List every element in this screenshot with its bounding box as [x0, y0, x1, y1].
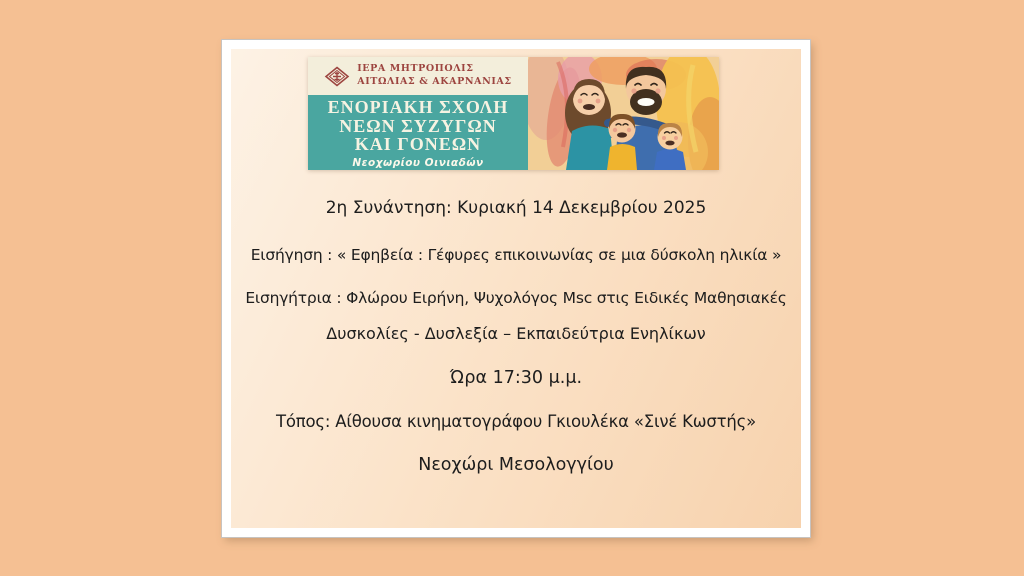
metropolis-band — [308, 57, 528, 95]
family-watercolor-icon — [528, 57, 719, 170]
family-illustration — [528, 57, 719, 170]
speaker-line-1: Εισηγήτρια : Φλώρου Ειρήνη, Ψυχολόγος Msc στις Ειδικές Μαθησιακές — [245, 289, 787, 307]
metropolis-line1: ΙΕΡΑ ΜΗΤΡΟΠΟΛΙΣ — [357, 63, 474, 75]
speaker-line-2: Δυσκολίες - Δυσλεξία – Εκπαιδεύτρια Ενηλίκων — [326, 324, 706, 343]
school-band — [308, 95, 528, 170]
metropolis-emblem-icon — [324, 66, 350, 87]
meeting-date-line: 2η Συνάντηση: Κυριακή 14 Δεκεμβρίου 2025 — [325, 198, 707, 218]
location-line: Νεοχώρι Μεσολογγίου — [418, 455, 614, 475]
banner-text-block — [308, 57, 528, 170]
flyer-card — [222, 40, 810, 537]
school-title-line2: ΝΕΩΝ ΣΥΖΥΓΩΝ — [339, 115, 497, 136]
time-line: Ώρα 17:30 μ.μ. — [449, 368, 583, 388]
school-subtitle: Νεοχωρίου Οινιαδών — [352, 156, 484, 169]
metropolis-line2: ΑΙΤΩΛΙΑΣ & ΑΚΑΡΝΑΝΙΑΣ — [357, 76, 512, 87]
venue-line: Τόπος: Αίθουσα κινηματογράφου Γκιουλέκα «Σινέ Κωστής» — [276, 412, 756, 431]
metropolis-title — [357, 63, 511, 89]
topic-line: Εισήγηση : « Εφηβεία : Γέφυρες επικοινωνίας σε μια δύσκολη ηλικία » — [250, 246, 782, 264]
school-title-line3: ΚΑΙ ΓΟΝΕΩΝ — [354, 134, 482, 154]
header-banner — [308, 57, 719, 170]
school-title-line1: ΕΝΟΡΙΑΚΗ ΣΧΟΛΗ — [327, 97, 509, 117]
